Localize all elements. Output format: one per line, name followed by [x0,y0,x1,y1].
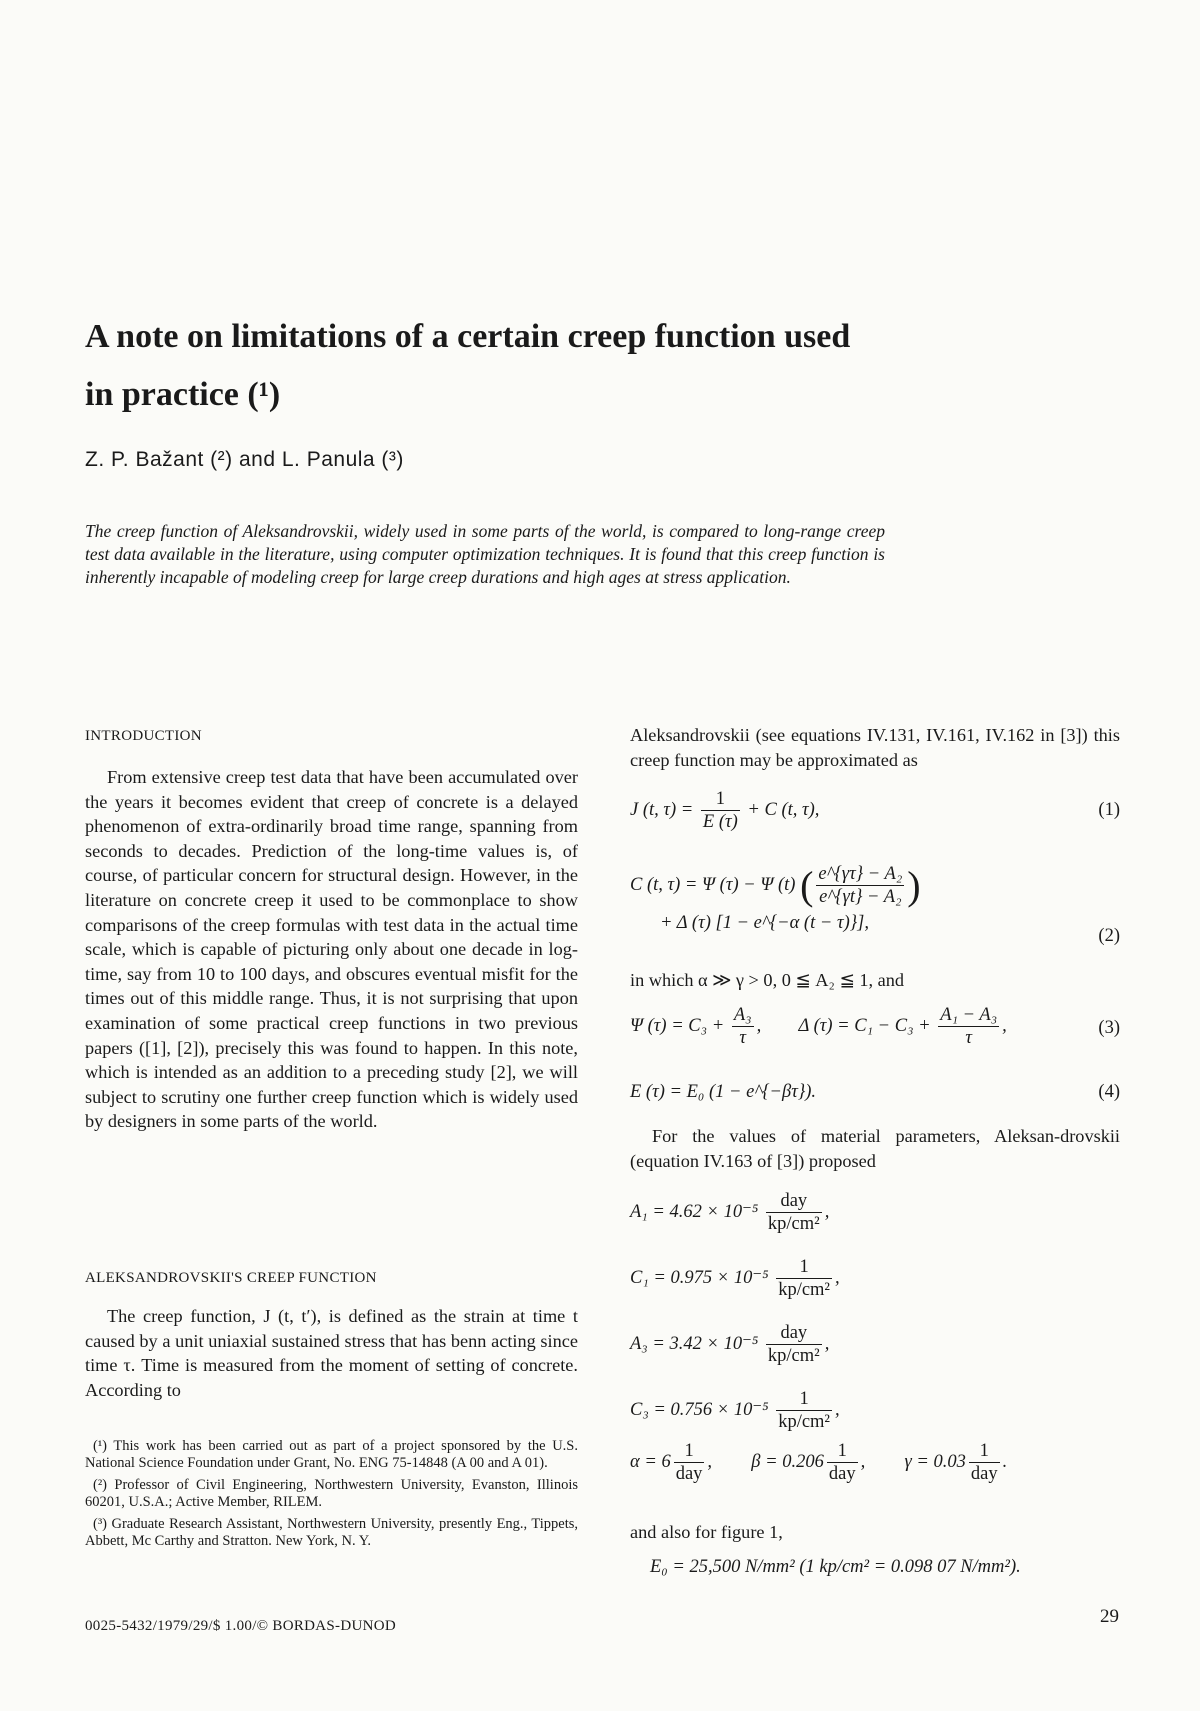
parameter-a1: A₁ = 4.62 × 10⁻⁵ $\frac{\text{day}}{\text{kp/cm²}}$ , [630,1191,830,1234]
param-c3-unit-num: 1 [776,1388,832,1411]
rate-beta-unit [827,1440,858,1485]
introduction-text: From extensive creep test data that have been accumulated over the years it becomes evident that creep of concrete is a delayed phenomenon of extra-ordinarily broad time range, spanning from seconds to decades. Prediction of the long-time values is, of course, of particular concern for structural design. However, in the literature on concrete creep it used to be commonplace to show comparisons of the creep formulas with test data in the actual time scale, which is capable of picturing only about one decade in log-time, say from 10 to 100 days, and obscures eventual misfit for the times out of this middle range. Thus, it is not surprising that upon examination of some practical creep functions in two previous papers ([1], [2]), precisely this was found to happen. In this note, which is intended as an addition to a preceding study [2], we will subject to scrutiny one further creep function which is widely used by designers in some parts of the world. [85,767,578,1132]
rate-alpha-unit-den: day [675,1464,703,1484]
equation-2 [630,862,1120,962]
rate-beta-value: β = 0.206 [751,1451,824,1472]
eq1-rhs: + C (t, τ), [747,799,820,820]
param-a3-unit [766,1322,822,1367]
eq4-number: (4) [1098,1082,1120,1102]
abstract: The creep function of Aleksandrovskii, widely used in some parts of the world, is compared to long-range creep test data available in the literature, using computer optimization techniques. It is found that this creep function is inherently incapable of modeling creep for large creep durations and high ages at stress application. [85,521,885,587]
equation-4 [630,1082,1120,1112]
rate-alpha-value: α = 6 [630,1451,671,1472]
rate-gamma: γ = 0.03 $\frac{1}{\text{day}}$ . [904,1441,1008,1484]
eq2-right-paren: ) [907,863,921,908]
eq2-left-paren: ( [800,863,814,908]
eq1-denominator: E (τ) [702,812,738,832]
eq3-left-denominator: τ [739,1028,746,1048]
parameter-a3: A₃ = 3.42 × 10⁻⁵ $\frac{\text{day}}{\text{kp/cm²}}$ , [630,1323,830,1366]
eq3-right-numerator: A₁ − A₃ [940,1005,998,1025]
param-c1-unit-den: kp/cm² [778,1280,830,1300]
page-number: 29 [1100,1606,1119,1627]
right-intro-text: Aleksandrovskii (see equations IV.131, IV.161, IV.162 in [3]) this creep function may be approximated as [630,725,1120,770]
eq2-denominator: e^{γt} − A₂ [819,887,902,907]
eq1-numerator: 1 [701,788,740,811]
rate-gamma-unit-num: 1 [969,1440,1000,1463]
param-c1-unit [776,1256,832,1301]
eq2-line1: C (t, τ) = Ψ (τ) − Ψ (t) [630,874,796,895]
param-c3-unit-den: kp/cm² [778,1412,830,1432]
parameter-c3: C₃ = 0.756 × 10⁻⁵ $\frac{1}{\text{kp/cm²}}$ , [630,1389,840,1432]
introduction-heading: INTRODUCTION [85,728,202,744]
param-a1-unit [766,1190,822,1235]
eq4-body: E (τ) = E₀ (1 − e^{−βτ}). [630,1082,817,1102]
rate-beta: β = 0.206 $\frac{1}{\text{day}}$ , [751,1441,870,1484]
rate-gamma-unit [969,1440,1000,1485]
footnote-1: (¹) This work has been carried out as part of a project sponsored by the U.S. National Science Foundation under Grant, No. ENG 75-14848 (A 00 and A 01). [85,1438,578,1471]
eq3-left-lhs: Ψ (τ) = C₃ + [630,1015,725,1036]
footnote-3: (³) Graduate Research Assistant, Northwestern University, presently Eng., Tippets, Abbett, Mc Carthy and Stratton. New York, N. Y. [85,1516,578,1549]
creep-function-text: The creep function, J (t, t′), is defined as the strain at time t caused by a unit uniaxial sustained stress that has benn acting since time τ. Time is measured from the moment of setting of concrete. According to [85,1306,578,1400]
eq3-right-denominator: τ [965,1028,973,1048]
param-a3-unit-den: kp/cm² [767,1346,820,1366]
rate-alpha-unit-num: 1 [674,1440,705,1463]
param-c1-value: C₁ = 0.975 × 10⁻⁵ [630,1267,769,1288]
eq2-fraction [816,863,904,908]
rate-alpha: α = 6 $\frac{1}{\text{day}}$ , [630,1441,717,1484]
rate-gamma-unit-den: day [970,1464,998,1484]
eq1-lhs: J (t, τ) = [630,799,694,820]
param-a3-unit-num: day [766,1322,822,1345]
eq2-number: (2) [1098,926,1120,946]
eq1-fraction [701,788,740,833]
param-a3-value: A₃ = 3.42 × 10⁻⁵ [630,1333,759,1354]
rate-alpha-unit [674,1440,705,1485]
equation-3: Ψ (τ) = C₃ + $\frac{\text{A₃}}{\tau}$ , Δ (τ) = C₁ − C₃ + $\frac{\text{A₁ − A₃}}{\tau}$ , (3) [630,1005,1120,1048]
journal-code: 0025-5432/1979/29/$ 1.00/© BORDAS-DUNOD [85,1618,397,1634]
eq3-left-fraction [732,1004,754,1049]
authors: Z. P. Bažant (²) and L. Panula (³) [85,448,404,471]
param-c1-unit-num: 1 [776,1256,832,1279]
rate-gamma-value: γ = 0.03 [904,1451,966,1472]
parameter-c1: C₁ = 0.975 × 10⁻⁵ $\frac{1}{\text{kp/cm²}}$ , [630,1257,840,1300]
footnote-2: (²) Professor of Civil Engineering, Northwestern University, Evanston, Illinois 60201, U.S.A.; Active Member, RILEM. [85,1477,578,1510]
in-which-text: in which α ≫ γ > 0, 0 ≦ A₂ ≦ 1, and [630,970,905,990]
eq2-numerator: e^{γτ} − A₂ [818,864,903,884]
eq3-right-fraction [938,1004,999,1049]
equation-1 [630,788,1120,844]
param-a1-value: A₁ = 4.62 × 10⁻⁵ [630,1201,759,1222]
param-a1-unit-num: day [766,1190,822,1213]
figure-note-text: and also for figure 1, [630,1522,783,1542]
parameter-list [630,1190,1120,1440]
rate-constants [630,1440,1120,1485]
eq3-number: (3) [1098,1018,1120,1038]
eq3-left-numerator: A₃ [733,1005,752,1025]
creep-function-heading: ALEKSANDROVSKII'S CREEP FUNCTION [85,1270,377,1286]
eq2-line2: + Δ (τ) [1 − e^{−α (t − τ)}], [660,913,869,933]
rate-beta-unit-num: 1 [827,1440,858,1463]
paper-title: A note on limitations of a certain creep function used in practice (¹) [85,318,851,413]
param-a1-unit-den: kp/cm² [767,1214,820,1234]
values-intro-text: For the values of material parameters, Aleksan-drovskii (equation IV.163 of [3]) proposed [630,1126,1120,1171]
eq1-number: (1) [1098,800,1120,820]
footnotes [85,1438,578,1555]
param-c3-unit [776,1388,832,1433]
rate-beta-unit-den: day [828,1464,856,1484]
e0-value: E₀ = 25,500 N/mm² (1 kp/cm² = 0.098 07 N/mm²). [650,1557,1021,1577]
eq3-right-lhs: Δ (τ) = C₁ − C₃ + [798,1015,931,1036]
param-c3-value: C₃ = 0.756 × 10⁻⁵ [630,1399,769,1420]
